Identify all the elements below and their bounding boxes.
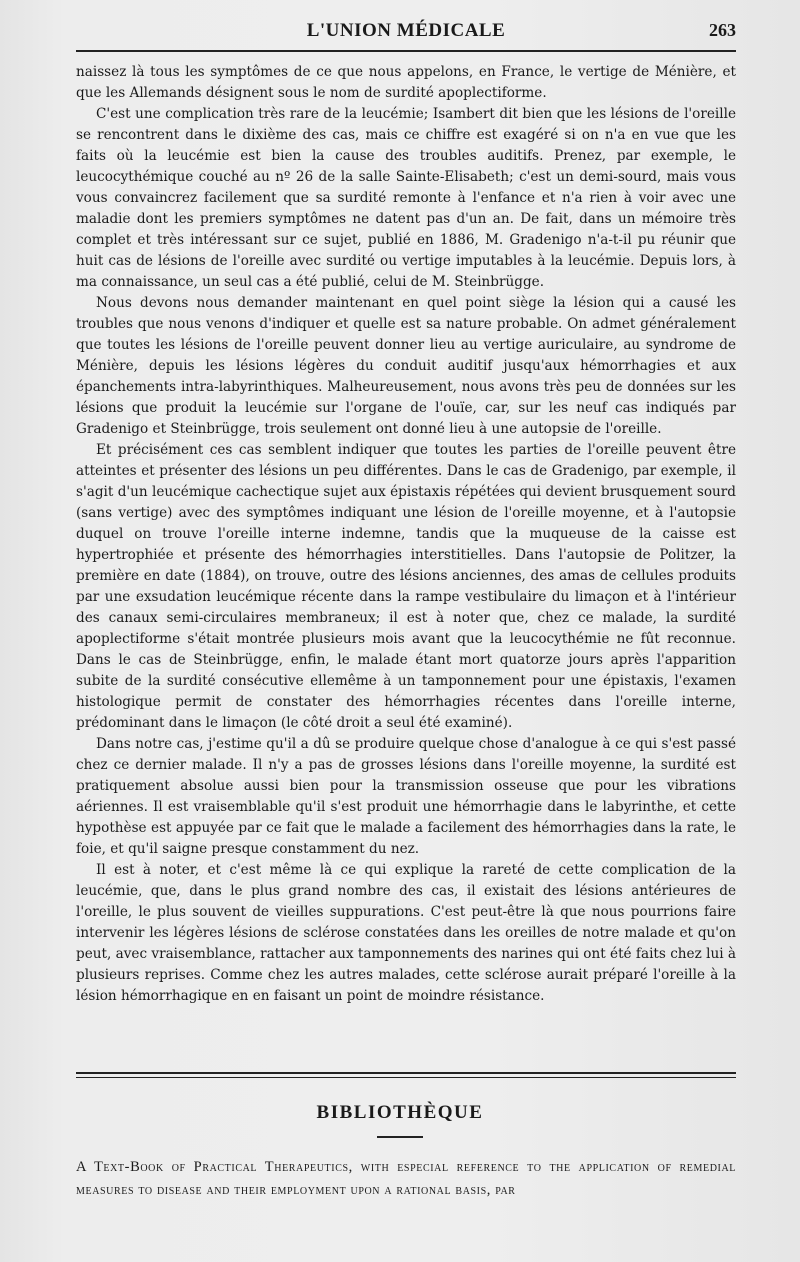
paragraph: Il est à noter, et c'est même là ce qui explique la rareté de cette complication de la leucémie, que, dans le plus grand nombre des cas, il existait des lésions antérieures de l'oreille, le plus souvent de vieilles suppurations. C'est peut-être là que nous pourrions faire intervenir les légères lésions de sclérose constatées dans les oreilles de notre malade et qu'on peut, avec vraisemblance, rattacher aux tamponnements des narines qui ont été faits chez lui à plusieurs reprises. Comme chez les autres malades, cette sclérose aurait préparé l'oreille à la lésion hémorrhagique en en faisant un point de moindre résistance. <box>76 862 736 1004</box>
section-title-rule <box>377 1136 423 1138</box>
journal-title: L'UNION MÉDICALE <box>306 20 506 41</box>
paragraph: C'est une complication très rare de la leucémie; Isambert dit bien que les lésions de l'oreille se rencontrent dans le dixième des cas, mais ce chiffre est exagéré si on n'a en vue que les faits où la leucémie est bien la cause des troubles auditifs. Prenez, par exemple, le leucocythémique couché au nº 26 de la salle Sainte-Elisabeth; c'est un demi-sourd, mais vous vous convaincrez facilement que sa surdité remonte à l'enfance et n'a rien à voir avec une maladie dont les premiers symptômes ne datent pas d'un an. De fait, dans un mémoire très complet et très intéressant sur ce sujet, publié en 1886, M. Gradenigo n'a-t-il pu réunir que huit cas de lésions de l'oreille avec surdité ou vertige imputables à la leucémie. Depuis lors, à ma connaissance, un seul cas a été publié, celui de M. Steinbrügge. <box>76 106 736 290</box>
bibliography-entry: A Text-Book of Practical Therapeutics, with especial reference to the application of remedial measures to disease and their employment upon a rational basis, par <box>76 1159 736 1198</box>
paragraph: Et précisément ces cas semblent indiquer que toutes les parties de l'oreille peuvent être atteintes et présenter des lésions un peu différentes. Dans le cas de Gradenigo, par exemple, il s'agit d'un leucémique cachectique sujet aux épistaxis répétées qui devient brusquement sourd (sans vertige) avec des symptômes indiquant une lésion de l'oreille moyenne, et à l'autopsie duquel on trouve l'oreille interne indemne, tandis que la muqueuse de la caisse est hypertrophiée et présente des hémorrhagies interstitielles. Dans l'autopsie de Politzer, la première en date (1884), on trouve, outre des lésions anciennes, des amas de cellules produits par une exsudation leucémique récente dans la rampe vestibulaire du limaçon et à l'intérieur des canaux semi-circulaires membraneux; il est à noter que, chez ce malade, la surdité apoplectiforme s'était montrée plusieurs mois avant que la leucocythémie ne fût reconnue. Dans le cas de Steinbrügge, enfin, le malade étant mort quatorze jours après l'apparition subite de la surdité consécutive ellemême à un tamponnement pour une épistaxis, l'examen histologique permit de constater des hémorrhagies récentes dans l'oreille interne, prédominant dans le limaçon (le côté droit a seul été examiné). <box>76 442 736 731</box>
page-number: 263 <box>709 20 736 40</box>
article-body <box>76 62 736 1007</box>
section-divider <box>76 1072 736 1078</box>
paragraph: Dans notre cas, j'estime qu'il a dû se produire quelque chose d'analogue à ce qui s'est passé chez ce dernier malade. Il n'y a pas de grosses lésions dans l'oreille moyenne, la surdité est pratiquement absolue aussi bien pour la transmission osseuse que pour les vibrations aériennes. Il est vraisemblable qu'il s'est produit une hémorrhagie dans le labyrinthe, et cette hypothèse est appuyée par ce fait que le malade a facilement des hémorrhagies dans la rate, le foie, et qu'il saigne presque constamment du nez. <box>76 736 736 857</box>
section-title: BIBLIOTHÈQUE <box>316 1102 484 1123</box>
header-rule <box>76 50 736 52</box>
paragraph: naissez là tous les symptômes de ce que nous appelons, en France, le vertige de Ménière, et que les Allemands désignent sous le nom de surdité apoplectiforme. <box>76 64 736 101</box>
paragraph: Nous devons nous demander maintenant en quel point siège la lésion qui a causé les troubles que nous venons d'indiquer et quelle est sa nature probable. On admet généralement que toutes les lésions de l'oreille peuvent donner lieu au vertige auriculaire, au syndrome de Ménière, depuis les lésions légères du conduit auditif jusqu'aux hémorrhagies et aux épanchements intra-labyrinthiques. Malheureusement, nous avons très peu de données sur les lésions que produit la leucémie sur l'organe de l'ouïe, car, sur les neuf cas indiqués par Gradenigo et Steinbrügge, trois seulement ont donné lieu à une autopsie de l'oreille. <box>76 295 736 437</box>
running-header <box>76 16 736 46</box>
